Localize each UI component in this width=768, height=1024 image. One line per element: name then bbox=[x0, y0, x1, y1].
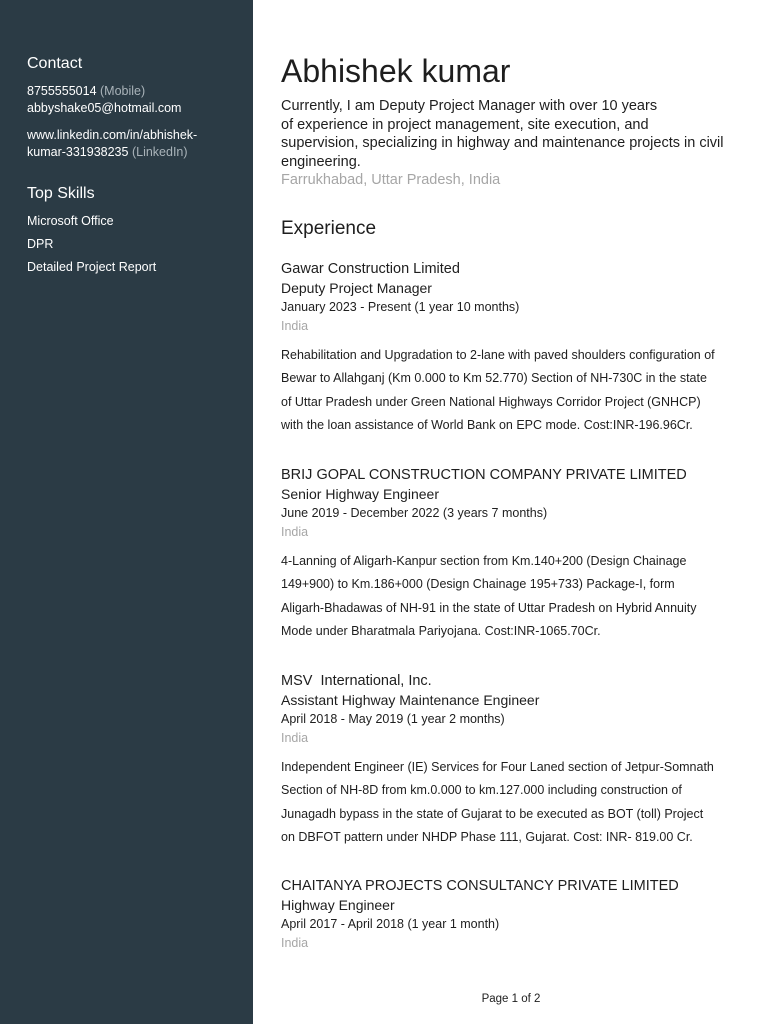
phone-line bbox=[27, 83, 233, 100]
job-dates: January 2023 - Present (1 year 10 months) bbox=[281, 300, 520, 314]
summary-line: Currently, I am Deputy Project Manager with over 10 years bbox=[281, 98, 658, 114]
top-skills-heading: Top Skills bbox=[27, 185, 95, 202]
skill-item: Detailed Project Report bbox=[27, 260, 157, 274]
description-line: Section of NH-8D from km.0.000 to km.127.000 including construction of bbox=[281, 783, 682, 798]
contact-heading: Contact bbox=[27, 55, 83, 72]
summary-line: supervision, specializing in highway and maintenance projects in civil bbox=[281, 135, 724, 151]
page-footer bbox=[0, 993, 768, 1005]
experience-heading: Experience bbox=[281, 218, 377, 239]
job-title: Deputy Project Manager bbox=[281, 280, 432, 296]
job-entry bbox=[281, 466, 746, 643]
job-location: India bbox=[281, 936, 309, 950]
job-entry bbox=[281, 260, 746, 437]
job-location: India bbox=[281, 731, 309, 745]
description-line: 4-Lanning of Aligarh-Kanpur section from Km.140+200 (Design Chainage bbox=[281, 554, 687, 568]
email-address[interactable]: abbyshake05@hotmail.com bbox=[27, 101, 182, 115]
linkedin-type: (LinkedIn) bbox=[131, 145, 188, 159]
skills-list bbox=[27, 213, 233, 276]
phone-type: (Mobile) bbox=[100, 84, 146, 98]
job-dates: June 2019 - December 2022 (3 years 7 months) bbox=[281, 506, 548, 520]
skill-item: DPR bbox=[27, 237, 54, 251]
job-company: MSV International, Inc. bbox=[281, 673, 432, 689]
description-line: of Uttar Pradesh under Green National Highways Corridor Project (GNHCP) bbox=[281, 394, 701, 409]
job-location: India bbox=[281, 319, 309, 333]
skill-item: Microsoft Office bbox=[27, 214, 114, 228]
contact-phone-email bbox=[27, 83, 233, 117]
description-line: Bewar to Allahganj (Km 0.000 to Km 52.770) Section of NH-730C in the state bbox=[281, 371, 707, 386]
job-entry bbox=[281, 672, 746, 849]
linkedin-url-part2[interactable]: kumar-331938235 bbox=[27, 145, 129, 159]
job-company: CHAITANYA PROJECTS CONSULTANCY PRIVATE LIMITED bbox=[281, 878, 679, 894]
description-line: 149+900) to Km.186+000 (Design Chainage 195+733) Package-I, form bbox=[281, 577, 675, 592]
summary bbox=[281, 97, 746, 190]
job-description bbox=[281, 550, 746, 643]
job-dates: April 2018 - May 2019 (1 year 2 months) bbox=[281, 712, 505, 726]
linkedin-link[interactable] bbox=[27, 127, 233, 161]
phone-number[interactable]: 8755555014 bbox=[27, 84, 97, 98]
job-description bbox=[281, 756, 746, 849]
linkedin-url-line1[interactable]: www.linkedin.com/in/abhishek- bbox=[27, 128, 198, 142]
description-line: Junagadh bypass in the state of Gujarat to be executed as BOT (toll) Project bbox=[281, 806, 704, 821]
job-entry bbox=[281, 877, 746, 953]
description-line: Mode under Bharatmala Pariyojana. Cost:INR-1065.70Cr. bbox=[281, 623, 601, 638]
job-title: Senior Highway Engineer bbox=[281, 486, 439, 502]
description-line: Rehabilitation and Upgradation to 2-lane with paved shoulders configuration of bbox=[281, 348, 715, 362]
linkedin-url-line2[interactable] bbox=[27, 144, 233, 161]
description-line: with the loan assistance of World Bank on EPC mode. Cost:INR-196.96Cr. bbox=[281, 417, 693, 432]
sidebar bbox=[0, 0, 253, 1024]
job-dates: April 2017 - April 2018 (1 year 1 month) bbox=[281, 917, 500, 931]
job-company: BRIJ GOPAL CONSTRUCTION COMPANY PRIVATE LIMITED bbox=[281, 467, 687, 483]
job-title: Highway Engineer bbox=[281, 897, 395, 913]
candidate-location: Farrukhabad, Uttar Pradesh, India bbox=[281, 172, 501, 188]
page-number: Page 1 of 2 bbox=[481, 993, 541, 1005]
job-location: India bbox=[281, 525, 309, 539]
description-line: Independent Engineer (IE) Services for Four Laned section of Jetpur-Somnath bbox=[281, 760, 714, 774]
description-line: on DBFOT pattern under NHDP Phase 111, Gujarat. Cost: INR- 819.00 Cr. bbox=[281, 829, 693, 844]
summary-line: engineering. bbox=[281, 153, 361, 170]
candidate-name: Abhishek kumar bbox=[281, 53, 511, 89]
summary-line: of experience in project management, site execution, and bbox=[281, 116, 649, 133]
description-line: Aligarh-Bhadawas of NH-91 in the state of Uttar Pradesh on Hybrid Annuity bbox=[281, 600, 697, 615]
job-company: Gawar Construction Limited bbox=[281, 261, 460, 277]
job-description bbox=[281, 344, 746, 437]
job-title: Assistant Highway Maintenance Engineer bbox=[281, 692, 540, 708]
